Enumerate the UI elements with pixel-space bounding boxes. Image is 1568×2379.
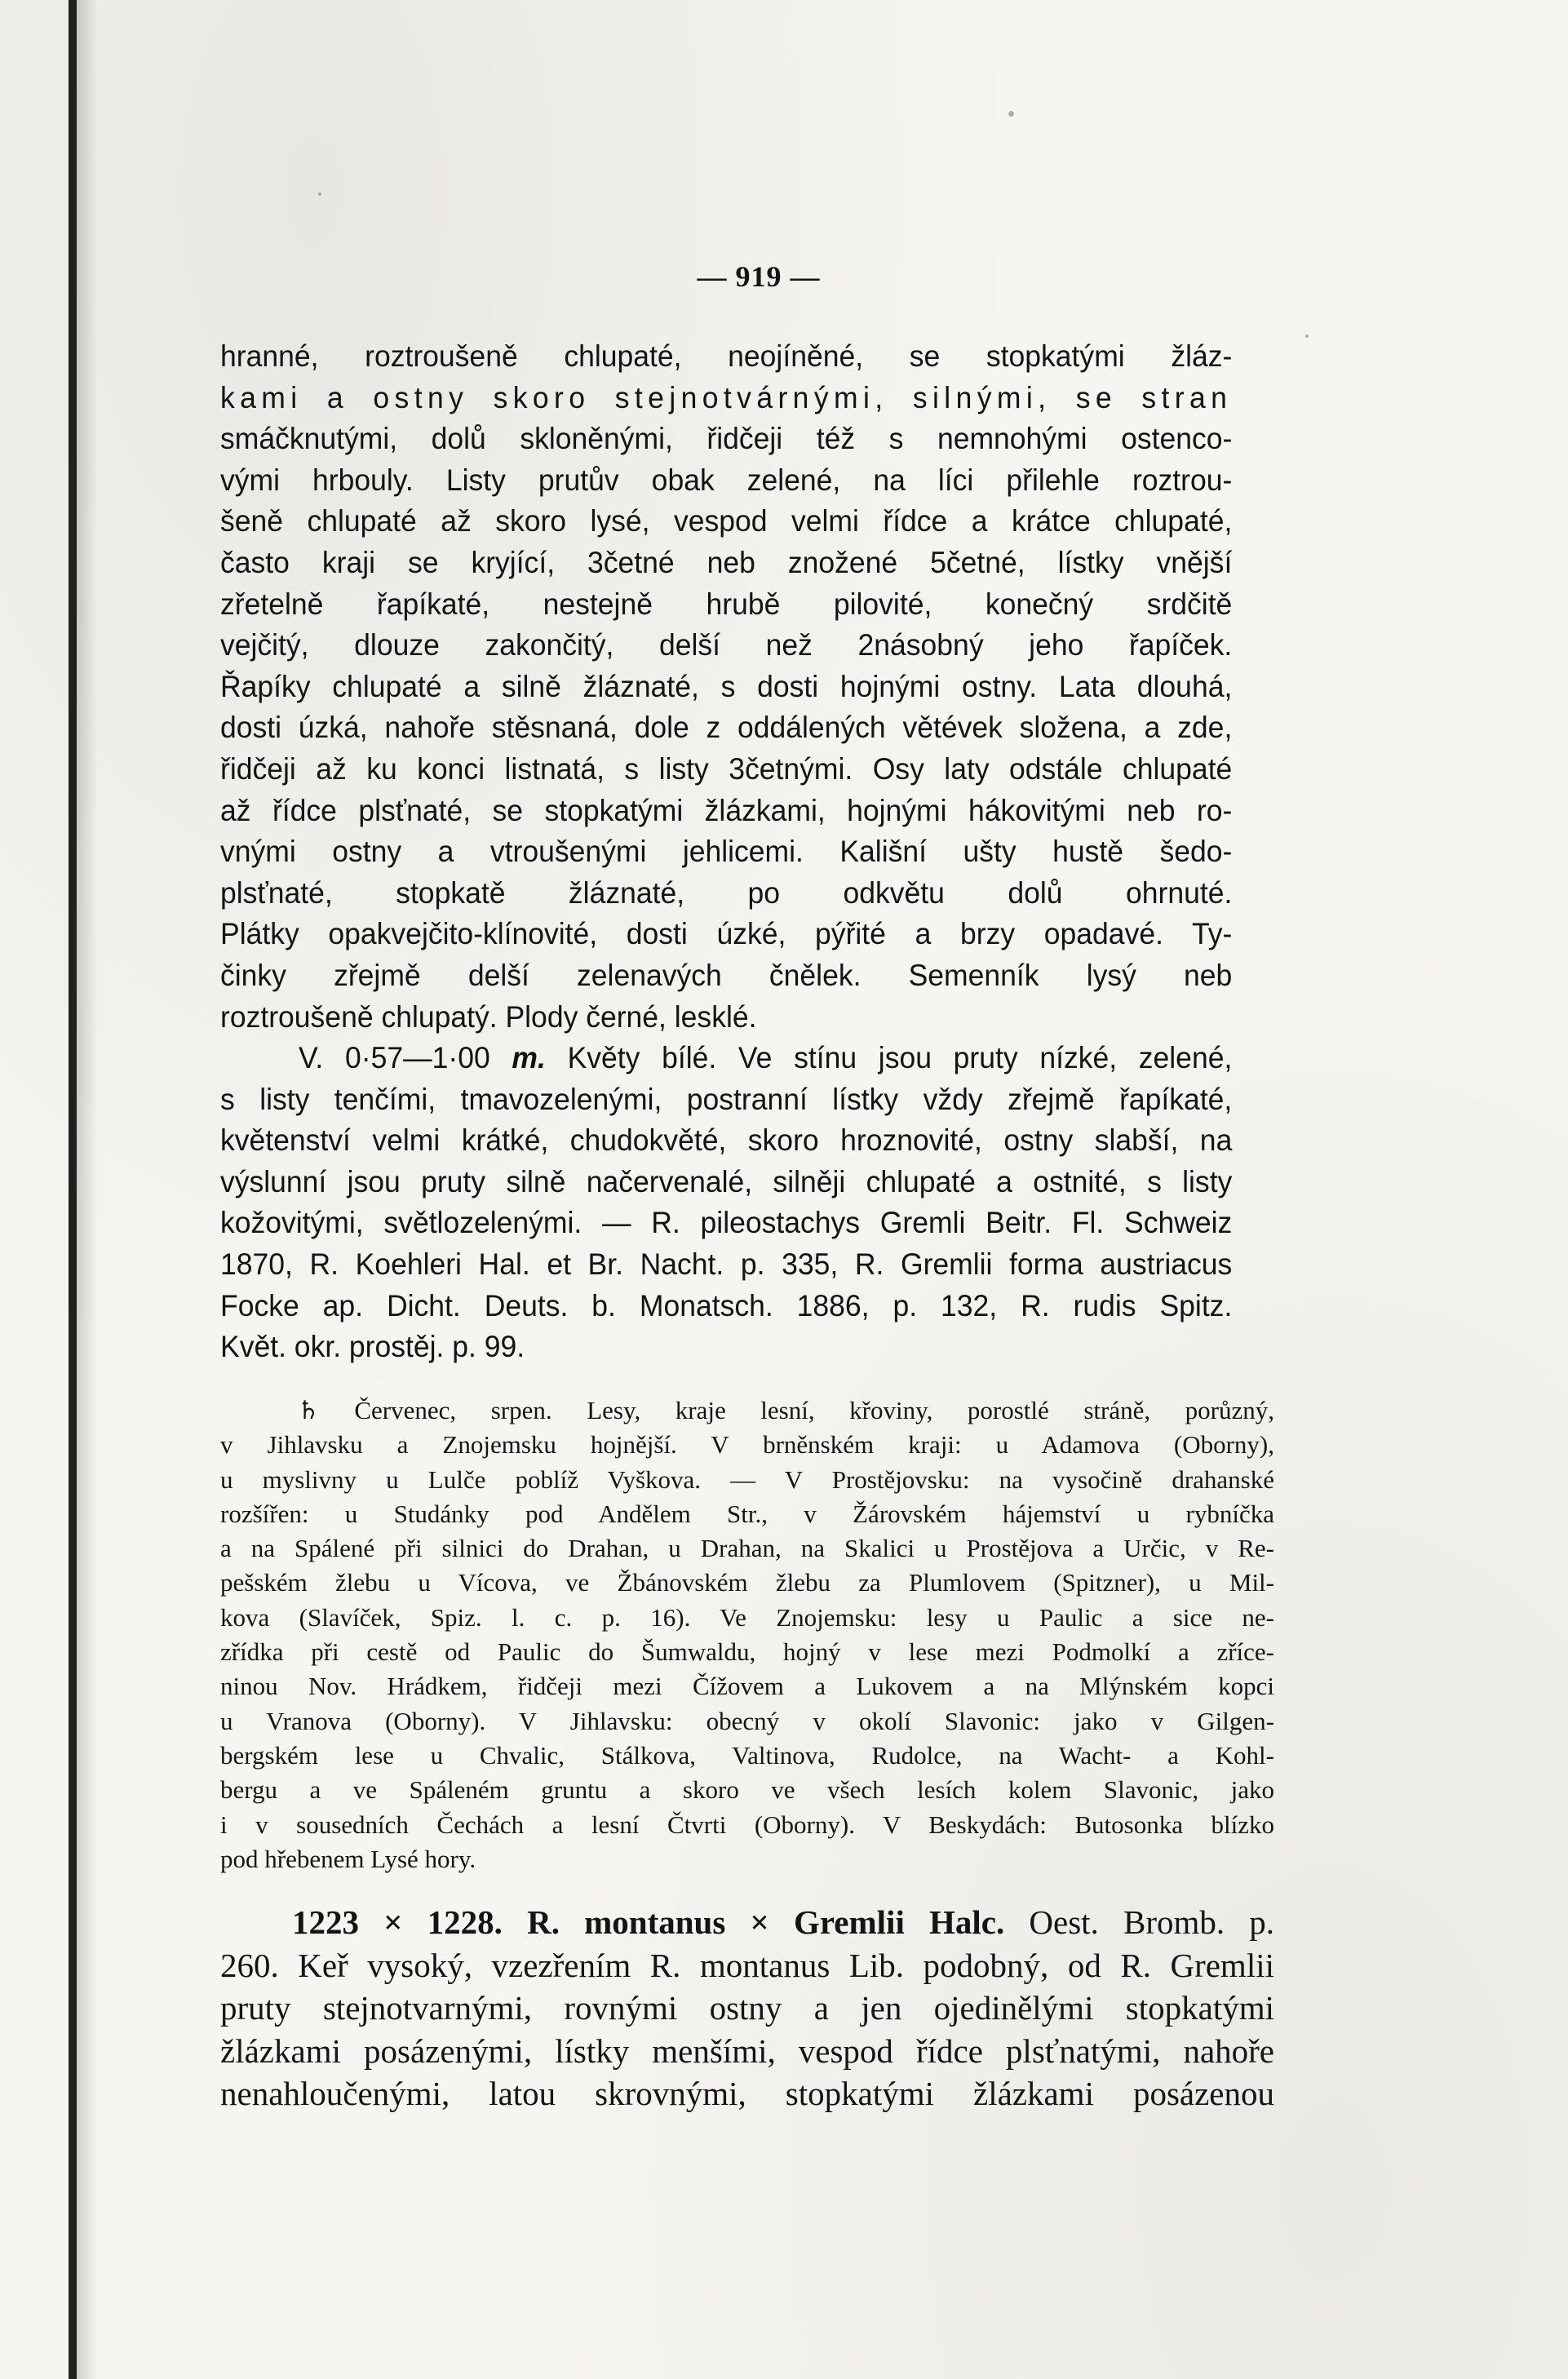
text-line: často kraji se kryjící, 3četné neb znožené 5četné, lístky vnější [220, 545, 1233, 579]
text-line: výslunní jsou pruty silně načervenalé, silněji chlupaté a ostnité, s listy [220, 1164, 1233, 1198]
dust-speck [318, 193, 321, 196]
distribution-text: Červenec, srpen. Lesy, kraje lesní, křoviny, porostlé stráně, porůzný, [354, 1396, 1274, 1424]
main-description [220, 336, 1232, 1368]
text-line: a na Spálené při silnici do Drahan, u Drahan, na Skalici u Prostějova a Určic, v Re- [220, 1534, 1274, 1563]
text-line: pruty stejnotvarnými, rovnými ostny a jen ojedinělými stopkatými [220, 1989, 1274, 2027]
variety-unit: m. [512, 1041, 546, 1075]
text-line: Focke ap. Dicht. Deuts. b. Monatsch. 1886, p. 132, R. rudis Spitz. [220, 1288, 1233, 1322]
distribution-notes [220, 1393, 1274, 1876]
species-entry [220, 1901, 1274, 2115]
text-line: řidčeji až ku konci listnatá, s listy 3četnými. Osy laty odstále chlupaté [220, 751, 1233, 786]
text-line: pod hřebenem Lysé hory. [220, 1844, 476, 1873]
text-line: u myslivny u Lulče poblíž Vyškova. — V Prostějovsku: na vysočině drahanské [220, 1464, 1274, 1494]
dust-speck [1008, 111, 1014, 117]
text-line: roztroušeně chlupatý. Plody černé, lesklé. [220, 999, 757, 1034]
text-line: hranné, roztroušeně chlupaté, neojíněné, se stopkatými žláz- [220, 339, 1233, 373]
text-line: Plátky opakvejčito-klínovité, dosti úzké, pýřité a brzy opadavé. Ty- [220, 917, 1233, 951]
text-line: vými hrbouly. Listy prutův obak zelené, na líci přilehle roztrou- [220, 463, 1233, 497]
distribution-first-line [220, 1393, 1274, 1428]
text-line: ninou Nov. Hrádkem, řidčeji mezi Čížovem a Lukovem a na Mlýnském kopci [220, 1672, 1274, 1701]
text-line: činky zřejmě delší zelenavých čnělek. Semenník lysý neb [220, 958, 1233, 992]
variety-size: V. 0·57—1·00 [299, 1041, 490, 1075]
text-line: u Vranova (Oborny). V Jihlavsku: obecný v okolí Slavonic: jako v Gilgen- [220, 1706, 1274, 1735]
text-line: nenahloučenými, latou skrovnými, stopkatými žlázkami posázenou [220, 2075, 1274, 2112]
shrub-symbol: ♄ [297, 1396, 320, 1424]
text-line: 260. Keř vysoký, vzezřením R. montanus Lib. podobný, od R. Gremlii [220, 1946, 1274, 1984]
text-line: až řídce plsťnaté, se stopkatými žlázkami, hojnými hákovitými neb ro- [220, 793, 1233, 827]
text-line: kožovitými, světlozelenými. — R. pileostachys Gremli Beitr. Fl. Schweiz [220, 1206, 1233, 1240]
text-line: vnými ostny a vtroušenými jehlicemi. Kališní ušty hustě šedo- [220, 835, 1233, 869]
text-line: kami a ostny skoro stejnotvárnými, silnými, se stran [220, 380, 1233, 414]
text-line: pešském žlebu u Vícova, ve Žbánovském žlebu za Plumlovem (Spitzner), u Mil- [220, 1568, 1274, 1597]
variety-line [220, 1038, 1232, 1079]
text-line: plsťnaté, stopkatě žláznaté, po odkvětu dolů ohrnuté. [220, 875, 1233, 910]
text-line: s listy tenčími, tmavozelenými, postranní lístky vždy zřejmě řapíkaté, [220, 1082, 1233, 1116]
dust-speck [1305, 334, 1309, 338]
text-line: Květ. okr. prostěj. p. 99. [220, 1330, 525, 1364]
text-line: zřetelně řapíkaté, nestejně hrubě pilovité, konečný srdčitě [220, 587, 1233, 621]
text-line: květenství velmi krátké, chudokvěté, skoro hroznovité, ostny slabší, na [220, 1123, 1233, 1158]
text-line: bergu a ve Spáleném gruntu a skoro ve všech lesích kolem Slavonic, jako [220, 1775, 1274, 1805]
binding-shadow [77, 0, 98, 2379]
text-line: vejčitý, dlouze zakončitý, delší než 2násobný jeho řapíček. [220, 628, 1233, 662]
variety-text: Květy bílé. Ve stínu jsou pruty nízké, zelené, [567, 1041, 1233, 1075]
page-number: — 919 — [697, 260, 821, 293]
species-heading-line [220, 1901, 1274, 1944]
species-heading: 1223 × 1228. R. montanus × Gremlii Halc. [292, 1903, 1005, 1941]
text-line: Řapíky chlupaté a silně žláznaté, s dosti hojnými ostny. Lata dlouhá, [220, 669, 1233, 703]
text-line: bergském lese u Chvalic, Stálkova, Valtinova, Rudolce, na Wacht- a Kohl- [220, 1740, 1274, 1770]
text-line: 1870, R. Koehleri Hal. et Br. Nacht. p. 335, R. Gremlii forma austriacus [220, 1247, 1233, 1282]
page-binding-edge [69, 0, 77, 2379]
text-line: zřídka při cestě od Paulic do Šumwaldu, hojný v lese mezi Podmolkí a zříce- [220, 1637, 1274, 1667]
text-line: kova (Slavíček, Spiz. l. c. p. 16). Ve Znojemsku: lesy u Paulic a sice ne- [220, 1602, 1274, 1632]
text-line: dosti úzká, nahoře stěsnaná, dole z oddálených větévek složena, a zde, [220, 711, 1233, 745]
species-reference: Oest. Bromb. p. [1029, 1903, 1275, 1941]
text-line: i v sousedních Čechách a lesní Čtvrti (Oborny). V Beskydách: Butosonka blízko [220, 1810, 1274, 1839]
text-line: šeně chlupaté až skoro lysé, vespod velmi řídce a krátce chlupaté, [220, 504, 1233, 538]
text-line: rozšířen: u Studánky pod Andělem Str., v Žárovském hájemství u rybníčka [220, 1499, 1274, 1528]
text-line: v Jihlavsku a Znojemsku hojnější. V brněnském kraji: u Adamova (Oborny), [220, 1430, 1274, 1460]
text-line: smáčknutými, dolů skloněnými, řidčeji též s nemnohými ostenco- [220, 422, 1233, 456]
text-line: žlázkami posázenými, lístky menšími, vespod řídce plsťnatými, nahoře [220, 2031, 1274, 2070]
